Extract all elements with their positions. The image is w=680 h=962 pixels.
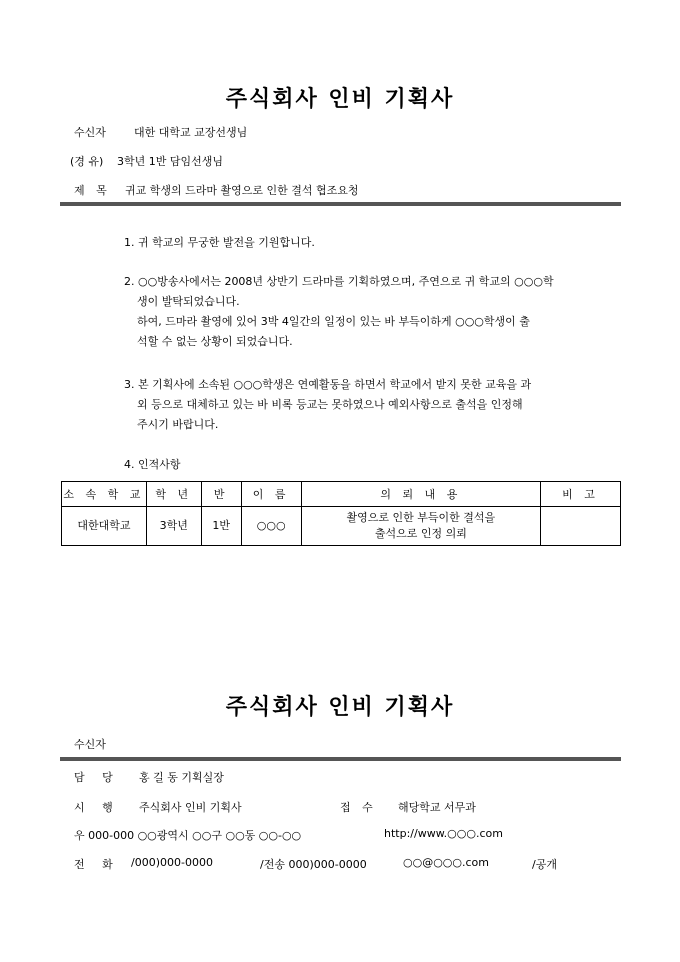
paragraph-2-line-2: 생이 발탁되었습니다. (137, 295, 240, 308)
cell-name: ○○○ (241, 507, 301, 546)
paragraph-3-line-2: 외 등으로 대체하고 있는 바 비록 등교는 못하였으나 예외사항으로 출석을 인정해 (137, 398, 523, 411)
col-header-note: 비 고 (541, 482, 621, 507)
paragraph-1-text: 1. 귀 학교의 무궁한 발전을 기원합니다. (124, 236, 315, 249)
col-header-class: 반 (201, 482, 241, 507)
col-header-name: 이 름 (241, 482, 301, 507)
manager-label: 담 당 (74, 771, 113, 784)
cell-request-line-1: 촬영으로 인한 부득이한 결석을 (346, 511, 496, 524)
sender-label: 시 행 (74, 801, 113, 814)
letter1-title: 주식회사 인비 기획사 (225, 86, 455, 112)
email-value[interactable]: ○○@○○○.com (403, 856, 489, 869)
manager-value: 홍 길 동 기획실장 (139, 771, 224, 784)
recipient-value: 대한 대학교 교장선생님 (134, 126, 248, 139)
receipt-value: 해당학교 서무과 (398, 801, 476, 814)
website-link[interactable]: http://www.○○○.com (384, 827, 503, 840)
via-label: (경 유) (70, 155, 104, 168)
paragraph-3-line-3: 주시기 바랍니다. (137, 418, 219, 431)
subject-value: 귀교 학생의 드라마 촬영으로 인한 결석 협조요청 (125, 184, 359, 197)
footer-divider (60, 757, 621, 761)
personal-info-table (61, 481, 621, 546)
fax-value: /전송 000)000-0000 (260, 858, 367, 871)
col-header-request: 의 뢰 내 용 (301, 482, 541, 507)
subject-label: 제 목 (74, 184, 107, 197)
paragraph-4-text: 4. 인적사항 (124, 458, 181, 471)
cell-request (301, 507, 541, 546)
address: 우 000-000 ○○광역시 ○○구 ○○동 ○○-○○ (74, 829, 302, 842)
paragraph-3 (124, 375, 621, 435)
recipient-label: 수신자 (74, 126, 106, 139)
paragraph-2-line-4: 석할 수 없는 상황이 되었습니다. (137, 335, 293, 348)
via-value: 3학년 1반 담임선생님 (117, 155, 223, 168)
sender-value: 주식회사 인비 기획사 (139, 801, 242, 814)
phone-label: 전 화 (74, 858, 113, 871)
cell-request-line-2: 출석으로 인정 의뢰 (374, 527, 467, 540)
paragraph-1 (124, 233, 621, 253)
paragraph-2-line-3: 하여, 드마라 촬영에 있어 3박 4일간의 일정이 있는 바 부득이하게 ○○○학생이 출 (137, 315, 530, 328)
table-header-row (62, 482, 621, 507)
col-header-school: 소 속 학 교 (62, 482, 147, 507)
header-divider (60, 202, 621, 206)
cell-note (541, 507, 621, 546)
paragraph-2-line-1: 2. ○○방송사에서는 2008년 상반기 드라마를 기획하였으며, 주연으로 귀 학교의 ○○○학 (124, 275, 554, 288)
cell-class: 1반 (201, 507, 241, 546)
disclosure-label: /공개 (532, 858, 557, 871)
paragraph-3-line-1: 3. 본 기획사에 소속된 ○○○학생은 연예활동을 하면서 학교에서 받지 못한 교육을 과 (124, 378, 532, 391)
letter2-title: 주식회사 인비 기획사 (225, 694, 455, 720)
paragraph-4 (124, 455, 621, 475)
receipt-label: 접 수 (340, 801, 373, 814)
cell-school: 대한대학교 (62, 507, 147, 546)
table-row (62, 507, 621, 546)
phone-value: /000)000-0000 (131, 856, 213, 869)
letter2-recipient-label: 수신자 (74, 738, 106, 751)
paragraph-2 (124, 272, 621, 352)
cell-grade: 3학년 (146, 507, 201, 546)
col-header-grade: 학 년 (146, 482, 201, 507)
